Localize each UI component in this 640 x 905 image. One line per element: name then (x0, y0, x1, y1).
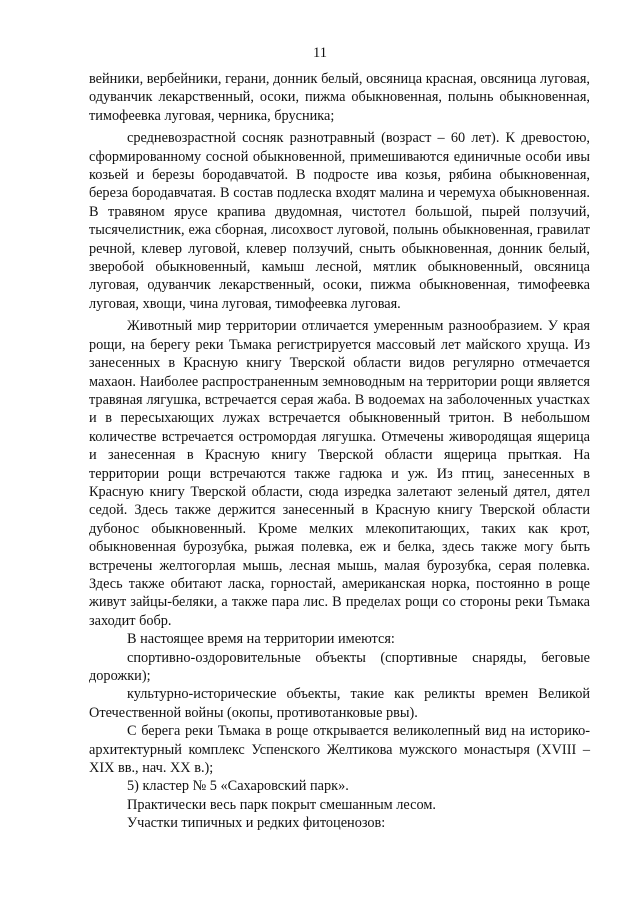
paragraph-monastery-view: С берега реки Тьмака в роще открывается великолепный вид на историко-архитектурный комплекс Успенского Желтикова мужского монастыря (XVIII – XIX вв., нач. XX в.); (89, 723, 590, 777)
paragraph-fauna: Животный мир территории отличается умеренным разнообразием. У края рощи, на берегу реки Тьмака регистрируется массовый лет майского хруща. Из занесенных в Красную книгу Тверской области видов регулярно отмечается махаон. Наиболее распространенным земноводным на территории рощи является травяная лягушка, встречается серая жаба. В водоемах на заболоченных участках и в пересыхающих лужах встречается обыкновенный тритон. В небольшом количестве встречается остромордая лягушка. Отмечены живородящая ящерица и занесенная в Красную книгу Тверской области ящерица прыткая. На территории рощи встречаются также гадюка и уж. Из птиц, занесенных в Красную книгу Тверской области, сюда изредка залетают зеленый дятел, дятел седой. Здесь также держится занесенный в Красную книгу Тверской области дубонос обыкновенный. Кроме мелких млекопитающих, таких как крот, обыкновенная бурозубка, рыжая полевка, еж и белка, здесь также могу быть встречены желтогорлая мышь, лесная мышь, малая бурозубка, серая полевка. Здесь также обитают ласка, горностай, американская норка, постоянно в роще живут зайцы-беляки, а также пара лис. В пределах рощи со стороны реки Тьмака заходит бобр. (89, 318, 590, 629)
paragraph-facilities-intro: В настоящее время на территории имеются: (127, 631, 395, 648)
paragraph-pine-forest: средневозрастной сосняк разнотравный (возраст – 60 лет). К древостою, сформированному сосной обыкновенной, примешиваются единичные особи ивы козьей и березы бородавчатой. В подросте ива козья, рябина обыкновенная, береза бородавчатая. В состав подлеска входят малина и черемуха обыкновенная. В травяном ярусе крапива двудомная, чистотел большой, пырей ползучий, тысячелистник, ежа сборная, лисохвост луговой, полынь обыкновенная, гравилат речной, клевер луговой, клевер ползучий, сныть обыкновенная, донник белый, зверобой обыкновенный, камыш лесной, мятлик обыкновенный, овсяница луговая, одуванчик лекарственный, осоки, пижма обыкновенная, тимофеевка луговая, хвощи, чина луговая, тимофеевка луговая. (89, 130, 590, 312)
body-text (89, 70, 590, 833)
paragraph-sport-facilities: спортивно-оздоровительные объекты (спортивные снаряды, беговые дорожки); (89, 649, 590, 684)
paragraph-cluster-5: 5) кластер № 5 «Сахаровский парк». (127, 778, 349, 795)
paragraph-grasses-list: вейники, вербейники, герани, донник белый, овсяница красная, овсяница луговая, одуванчик лекарственный, осоки, пижма обыкновенная, полынь обыкновенная, тимофеевка луговая, черника, брусника; (89, 71, 590, 124)
paragraph-phytocenoses: Участки типичных и редких фитоценозов: (127, 815, 386, 832)
paragraph-park-forest: Практически весь парк покрыт смешанным лесом. (127, 796, 436, 813)
page-number: 11 (313, 45, 327, 61)
paragraph-historic-objects: культурно-исторические объекты, такие как реликты времен Великой Отечественной войны (окопы, противотанковые рвы). (89, 686, 590, 721)
